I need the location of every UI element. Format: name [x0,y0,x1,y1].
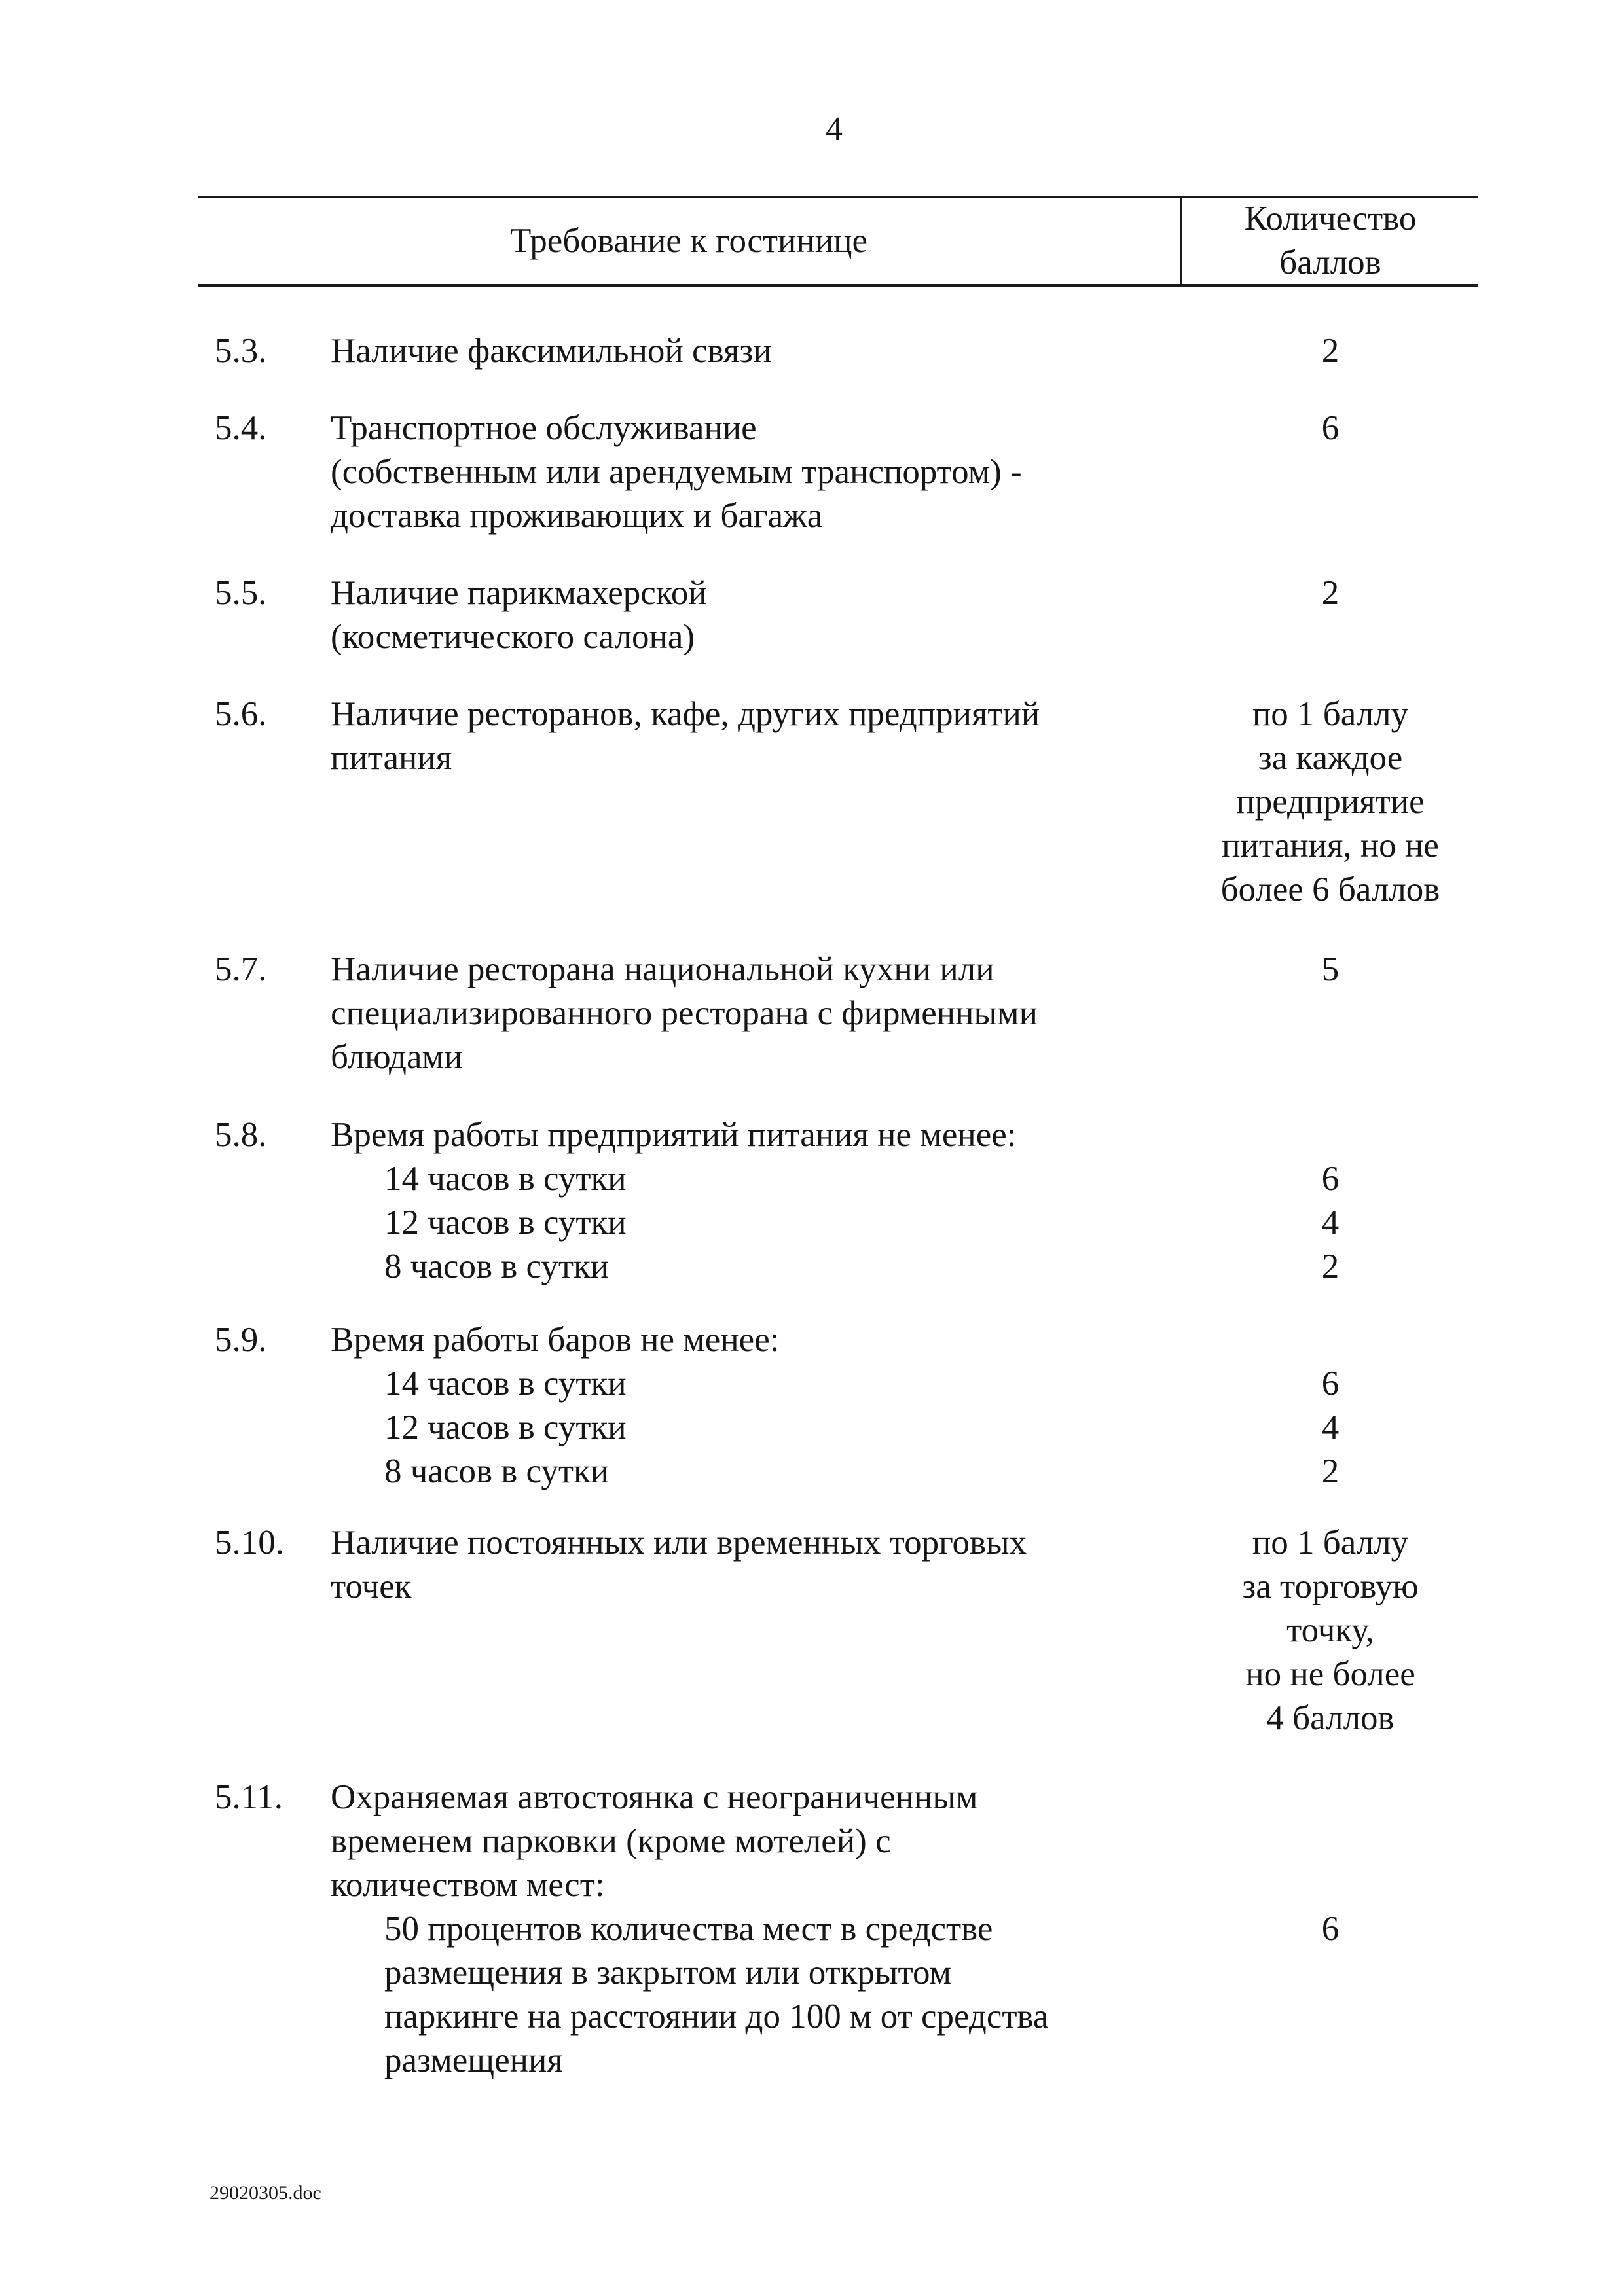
row-requirement [331,1776,1156,2083]
points-line: 5 [1321,950,1340,988]
requirement-line: специализированного ресторана с фирменными [331,994,1038,1032]
row-requirement [331,948,1156,1079]
row-number: 5.9. [215,1321,267,1359]
points-line: более 6 баллов [1220,870,1440,908]
row-points [1182,406,1478,450]
points-line: 2 [1321,1247,1340,1285]
requirement-line: Наличие ресторанов, кафе, других предприятий [331,695,1040,733]
row-number: 5.7. [215,950,267,988]
row-number: 5.8. [215,1116,267,1154]
requirement-line: доставка проживающих и багажа [331,497,823,535]
row-points [1182,1776,1478,1951]
requirement-subline: 14 часов в сутки [384,1160,627,1198]
requirement-line: Наличие факсимильной связи [331,332,772,370]
points-line: 4 баллов [1266,1699,1395,1737]
points-line [1182,1776,1478,1820]
points-line: 2 [1321,1452,1340,1490]
points-line: 6 [1321,1160,1340,1198]
requirement-line: Наличие постоянных или временных торговых [331,1524,1027,1562]
document-filename: 29020305.doc [210,2182,321,2204]
requirement-subline: 8 часов в сутки [384,1452,610,1490]
requirement-line: Транспортное обслуживание [331,409,757,447]
requirement-line: Время работы баров не менее: [331,1321,780,1359]
requirement-subline: 50 процентов количества мест в средстве [384,1910,993,1948]
requirement-line: количеством мест: [331,1866,605,1904]
row-number: 5.4. [215,409,267,447]
row-requirement [331,692,1156,780]
column-header-requirement: Требование к гостинице [509,222,868,260]
points-line: 4 [1321,1204,1340,1242]
row-points [1182,948,1478,992]
row-number: 5.10. [215,1524,284,1562]
requirement-line: Время работы предприятий питания не менее: [331,1116,1017,1154]
requirement-line: Охраняемая автостоянка с неограниченным [331,1778,978,1816]
row-requirement [331,329,1156,373]
row-requirement [331,1113,1156,1289]
points-line: 4 [1321,1408,1340,1446]
requirement-subline: 12 часов в сутки [384,1408,627,1446]
row-points [1182,1521,1478,1740]
requirement-subline: паркинге на расстоянии до 100 м от средства [384,1998,1049,2036]
points-line: 2 [1321,574,1340,612]
requirement-subline: 8 часов в сутки [384,1247,610,1285]
points-line [1182,1863,1478,1907]
points-line: точку, [1286,1611,1374,1649]
row-points [1182,1113,1478,1289]
points-line: по 1 баллу [1252,695,1409,733]
column-header-points-line: баллов [1279,243,1381,281]
row-points [1182,1318,1478,1494]
points-line: за каждое [1258,739,1403,777]
requirement-line: Наличие ресторана национальной кухни или [331,950,994,988]
requirement-subline: 12 часов в сутки [384,1204,627,1242]
row-requirement [331,1318,1156,1494]
page-number: 4 [826,111,843,148]
column-header-points-line: Количество [1244,200,1417,238]
requirement-line: питания [331,739,452,777]
points-line: 6 [1321,409,1340,447]
row-requirement [331,406,1156,538]
requirement-line: блюдами [331,1038,463,1076]
points-line: но не более [1245,1655,1415,1693]
points-line [1182,1820,1478,1863]
requirement-line: временем парковки (кроме мотелей) с [331,1822,891,1860]
row-requirement [331,1521,1156,1609]
row-number: 5.3. [215,332,267,370]
row-number: 5.5. [215,574,267,612]
requirement-line: (косметического салона) [331,618,695,656]
row-points [1182,329,1478,373]
points-line: питания, но не [1222,827,1439,865]
requirement-subline: размещения в закрытом или открытом [384,1954,952,1992]
points-line: за торговую [1242,1568,1419,1605]
points-line: по 1 баллу [1252,1524,1409,1562]
requirement-line: (собственным или арендуемым транспортом) - [331,453,1022,491]
points-line [1182,1113,1478,1157]
requirement-subline: размещения [384,2041,563,2079]
requirement-line: точек [331,1568,412,1605]
row-requirement [331,571,1156,659]
points-line [1182,1318,1478,1362]
points-line: 2 [1321,332,1340,370]
points-line: предприятие [1236,783,1425,821]
points-line: 6 [1321,1365,1340,1403]
row-number: 5.6. [215,695,267,733]
points-line: 6 [1321,1910,1340,1948]
row-points [1182,692,1478,912]
requirement-line: Наличие парикмахерской [331,574,707,612]
requirement-subline: 14 часов в сутки [384,1365,627,1403]
row-number: 5.11. [215,1778,283,1816]
row-points [1182,571,1478,615]
